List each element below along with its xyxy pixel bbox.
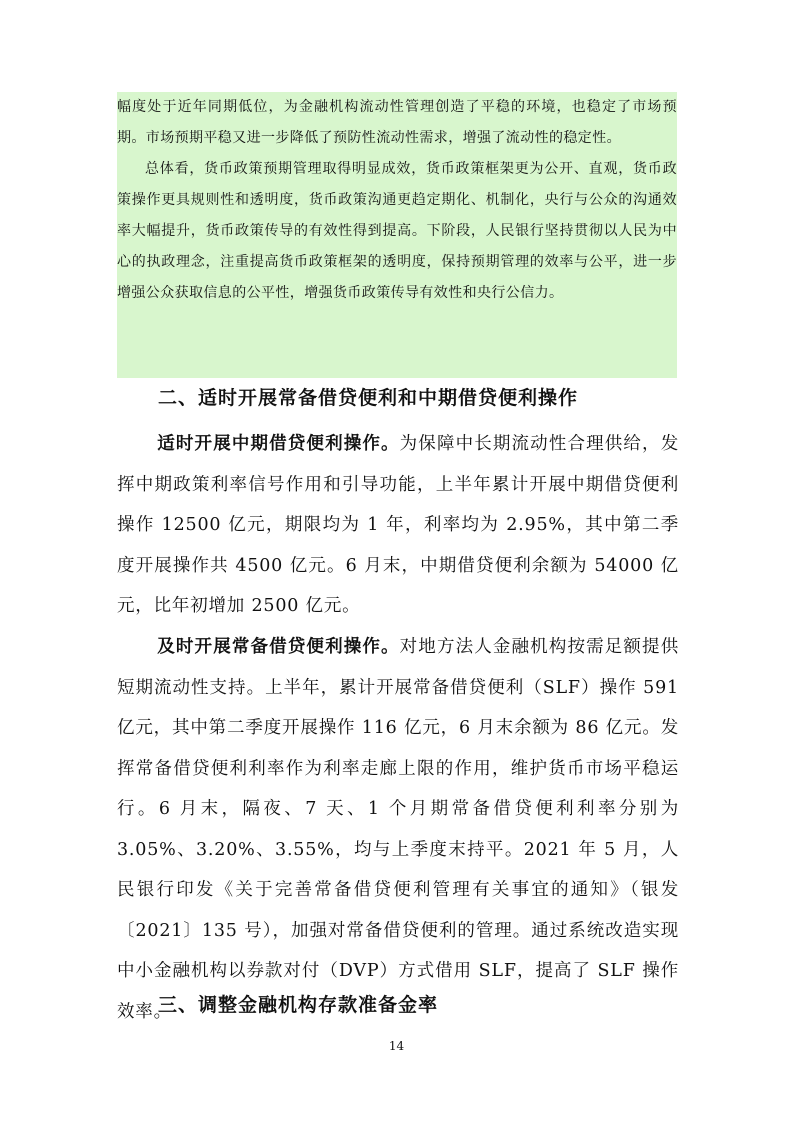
highlighted-box	[117, 92, 677, 378]
highlight-paragraph-1: 幅度处于近年同期低位，为金融机构流动性管理创造了平稳的环境，也稳定了市场预期。市场预期平稳又进一步降低了预防性流动性需求，增强了流动性的稳定性。	[117, 99, 677, 146]
paragraph-slf	[117, 627, 679, 1032]
paragraph-slf-lead: 及时开展常备借贷便利操作。	[157, 637, 400, 657]
page-number: 14	[388, 1039, 405, 1053]
paragraph-mlf-lead: 适时开展中期借贷便利操作。	[157, 434, 400, 454]
paragraph-mlf-text: 为保障中长期流动性合理供给，发挥中期政策利率信号作用和引导功能，上半年累计开展中期借贷便利操作 12500 亿元，期限均为 1 年，利率均为 2.95%，其中第二季度开展操作共 4500 亿元。6 月末，中期借贷便利余额为 54000 亿元，比年初增加 2500 亿元。	[117, 434, 679, 616]
section-heading-2: 二、适时开展常备借贷便利和中期借贷便利操作	[158, 387, 579, 409]
section-heading-3: 三、调整金融机构存款准备金率	[158, 994, 439, 1016]
highlight-paragraph-2: 总体看，货币政策预期管理取得明显成效，货币政策框架更为公开、直观，货币政策操作更具规则性和透明度，货币政策沟通更趋定期化、机制化，央行与公众的沟通效率大幅提升，货币政策传导的有效性得到提高。下阶段，人民银行坚持贯彻以人民为中心的执政理念，注重提高货币政策框架的透明度，保持预期管理的效率与公平，进一步增强公众获取信息的公平性，增强货币政策传导有效性和央行公信力。	[117, 161, 677, 301]
paragraph-mlf	[117, 424, 679, 627]
paragraph-slf-text: 对地方法人金融机构按需足额提供短期流动性支持。上半年，累计开展常备借贷便利（SLF）操作 591 亿元，其中第二季度开展操作 116 亿元，6 月末余额为 86 亿元。发挥常备借贷便利利率作为利率走廊上限的作用，维护货币市场平稳运行。6 月末，隔夜、7 天、1 个月期常备借贷便利利率分别为 3.05%、3.20%、3.55%，均与上季度末持平。2021 年 5 月，人民银行印发《关于完善常备借贷便利管理有关事宜的通知》（银发〔2021〕135 号），加强对常备借贷便利的管理。通过系统改造实现中小金融机构以券款对付（DVP）方式借用 SLF，提高了 SLF 操作效率。	[117, 637, 679, 1022]
